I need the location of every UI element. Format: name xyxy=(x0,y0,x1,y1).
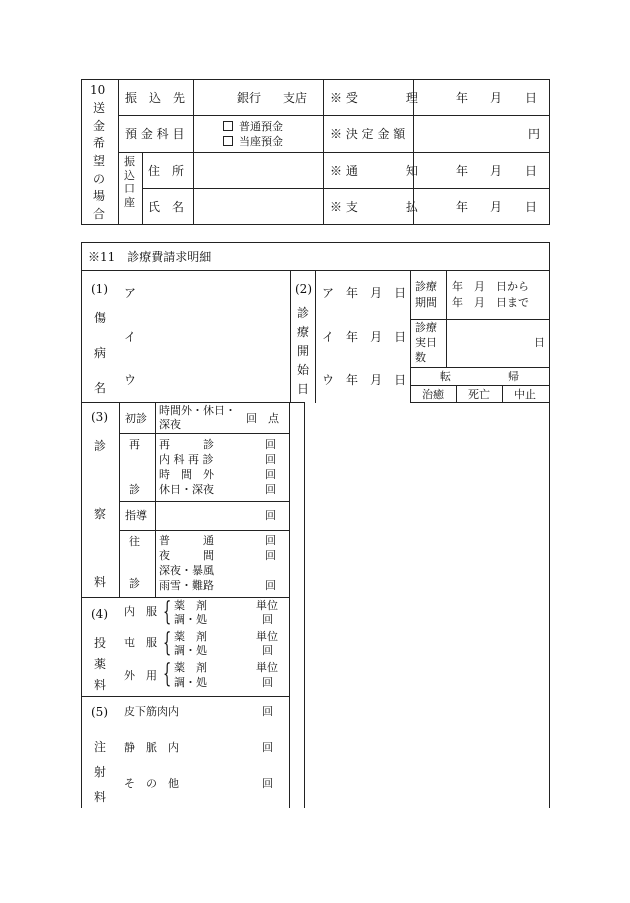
exam-number: (3) xyxy=(91,410,108,424)
start-line-u: ウ 年 月 日 xyxy=(322,373,407,387)
row-divider xyxy=(323,188,550,189)
section-11-left-border xyxy=(81,242,82,808)
injection-title: 注 射 料 xyxy=(94,740,107,804)
injection-item: そ の 他 xyxy=(124,777,179,790)
first-visit-desc-2: 深夜 xyxy=(159,418,181,431)
period-to: 年 月 日まで xyxy=(452,296,529,309)
revisit-unit: 回 xyxy=(265,438,276,451)
days-unit: 日 xyxy=(534,336,545,349)
drug-label: 薬 剤 xyxy=(174,630,207,643)
col-divider xyxy=(315,270,316,403)
drug-unit: 単位 xyxy=(256,599,278,612)
drug-unit: 単位 xyxy=(256,630,278,643)
col-divider xyxy=(290,270,291,403)
house-call-item: 雨雪・難路 xyxy=(159,579,214,592)
start-number: (2) xyxy=(295,282,312,296)
row-divider xyxy=(119,530,289,531)
injection-unit: 回 xyxy=(262,741,273,754)
col-divider xyxy=(119,402,120,597)
deposit-type-label: 預 金 科 目 xyxy=(125,127,185,141)
payment-month: 月 xyxy=(490,200,503,214)
row-divider xyxy=(119,433,289,434)
col-divider xyxy=(193,79,194,225)
revisit-item: 時 間 外 xyxy=(159,468,214,481)
guidance-label: 指導 xyxy=(125,509,147,522)
house-call-unit: 回 xyxy=(265,579,276,592)
house-call-unit: 回 xyxy=(265,549,276,562)
revisit-unit: 回 xyxy=(265,483,276,496)
received-month: 月 xyxy=(490,91,503,105)
house-call-item: 深夜・暴風 xyxy=(159,564,214,577)
bank-label: 銀行 xyxy=(237,91,262,105)
medication-number: (4) xyxy=(91,607,108,621)
dispense-unit: 回 xyxy=(262,613,273,626)
house-call-unit: 回 xyxy=(265,534,276,547)
outcome-header-2: 帰 xyxy=(508,370,519,383)
house-call-title: 往 診 xyxy=(129,535,140,590)
checkbox-icon[interactable] xyxy=(223,136,233,146)
drug-label: 薬 剤 xyxy=(174,661,207,674)
notice-label: ※ 通 知 xyxy=(330,164,418,178)
revisit-item: 休日・深夜 xyxy=(159,483,214,496)
brace-icon: { xyxy=(163,597,172,627)
address-label: 住 所 xyxy=(148,164,185,178)
section-10-number: 10 xyxy=(90,83,106,97)
revisit-item: 内 科 再 診 xyxy=(159,453,214,466)
section-10-title: 送 金 希 望 の 場 合 xyxy=(93,101,106,221)
checkbox-icon[interactable] xyxy=(223,121,233,131)
days-label-1: 診療 xyxy=(415,321,437,334)
payment-year: 年 xyxy=(456,200,469,214)
injury-line-a: ア xyxy=(124,286,137,300)
received-label: ※ 受 理 xyxy=(330,91,418,105)
deposit-option-current[interactable]: 当座預金 xyxy=(223,136,283,147)
injury-line-i: イ xyxy=(124,330,137,344)
first-visit-label: 初診 xyxy=(125,412,147,425)
received-year: 年 xyxy=(456,91,469,105)
revisit-unit: 回 xyxy=(265,468,276,481)
notice-year: 年 xyxy=(456,164,469,178)
brace-icon: { xyxy=(163,659,172,689)
revisit-unit: 回 xyxy=(265,453,276,466)
external-label: 外 用 xyxy=(124,669,157,682)
days-label-3: 数 xyxy=(415,351,426,364)
payment-day: 日 xyxy=(525,200,538,214)
start-title: 診 療 開 始 日 xyxy=(297,306,310,396)
outcome-stopped[interactable]: 中止 xyxy=(514,388,536,401)
injury-number: (1) xyxy=(91,282,108,296)
payment-label: ※ 支 払 xyxy=(330,200,418,214)
dispense-label: 調・処 xyxy=(174,613,207,626)
internal-label: 内 服 xyxy=(124,605,157,618)
revisit-title: 再 診 xyxy=(129,438,140,496)
house-call-item: 夜 間 xyxy=(159,549,214,562)
injection-item: 静 脈 内 xyxy=(124,741,179,754)
period-from: 年 月 日から xyxy=(452,280,529,293)
deposit-option-ordinary[interactable]: 普通預金 xyxy=(223,121,283,132)
decided-amount-label: ※ 決 定 金 額 xyxy=(330,127,406,141)
row-divider xyxy=(81,402,304,403)
row-divider xyxy=(410,402,549,403)
col-divider xyxy=(289,402,290,808)
start-line-i: イ 年 月 日 xyxy=(322,330,407,344)
row-divider xyxy=(81,597,289,598)
payee-label: 振 込 先 xyxy=(125,91,186,105)
row-divider xyxy=(410,367,549,368)
row-divider xyxy=(410,319,549,320)
injection-number: (5) xyxy=(91,705,108,719)
medication-title: 投 薬 料 xyxy=(94,636,107,692)
col-divider xyxy=(456,385,457,403)
account-label: 振 込 口 座 xyxy=(124,155,135,209)
dispense-label: 調・処 xyxy=(174,676,207,689)
dispense-label: 調・処 xyxy=(174,644,207,657)
branch-label: 支店 xyxy=(283,91,308,105)
dispense-unit: 回 xyxy=(262,676,273,689)
col-divider xyxy=(304,402,305,808)
col-divider xyxy=(323,79,324,225)
first-visit-unit: 回 点 xyxy=(246,412,279,425)
outcome-died[interactable]: 死亡 xyxy=(468,388,490,401)
row-divider xyxy=(142,188,323,189)
row-divider xyxy=(410,385,549,386)
exam-title: 診 察 料 xyxy=(94,439,107,589)
injury-title: 傷 病 名 xyxy=(94,311,107,395)
revisit-item: 再 診 xyxy=(159,438,214,451)
injection-unit: 回 xyxy=(262,777,273,790)
outcome-header-1: 転 xyxy=(440,370,451,383)
injection-item: 皮下筋肉内 xyxy=(124,705,179,718)
row-divider xyxy=(119,501,289,502)
brace-icon: { xyxy=(163,628,172,658)
received-day: 日 xyxy=(525,91,538,105)
col-divider xyxy=(155,402,156,597)
injury-line-u: ウ xyxy=(124,373,137,387)
row-divider xyxy=(118,115,550,116)
section-11-right-border xyxy=(549,242,550,808)
row-divider xyxy=(81,696,289,697)
asneeded-label: 屯 服 xyxy=(124,636,157,649)
start-line-a: ア 年 月 日 xyxy=(322,286,407,300)
col-divider xyxy=(118,79,119,225)
drug-label: 薬 剤 xyxy=(174,599,207,612)
name-label: 氏 名 xyxy=(148,200,185,214)
injection-unit: 回 xyxy=(262,705,273,718)
period-label-1: 診療 xyxy=(415,280,437,293)
guidance-unit: 回 xyxy=(265,509,276,522)
section-11-title: ※11 診療費請求明細 xyxy=(88,250,212,264)
yen-unit: 円 xyxy=(528,127,541,141)
house-call-item: 普 通 xyxy=(159,534,214,547)
drug-unit: 単位 xyxy=(256,661,278,674)
notice-month: 月 xyxy=(490,164,503,178)
col-divider xyxy=(410,270,411,403)
dispense-unit: 回 xyxy=(262,644,273,657)
section-11-top-border xyxy=(81,242,550,243)
col-divider xyxy=(142,152,143,225)
days-label-2: 実日 xyxy=(415,336,437,349)
notice-day: 日 xyxy=(525,164,538,178)
outcome-cured[interactable]: 治癒 xyxy=(422,388,444,401)
first-visit-desc-1: 時間外・休日・ xyxy=(159,404,236,417)
col-divider xyxy=(502,385,503,403)
period-label-2: 期間 xyxy=(415,296,437,309)
row-divider xyxy=(118,152,550,153)
